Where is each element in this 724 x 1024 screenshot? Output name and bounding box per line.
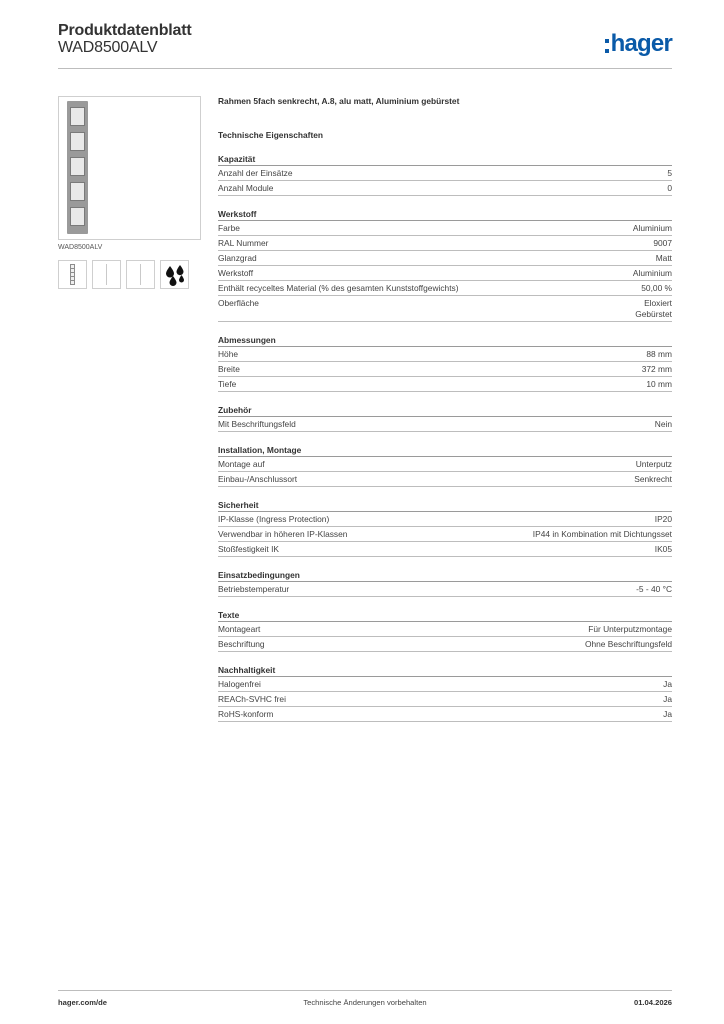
spec-value-text: -5 - 40 °C bbox=[636, 584, 672, 594]
spec-value-text: Für Unterputzmontage bbox=[588, 624, 672, 634]
spec-row bbox=[218, 251, 672, 266]
frame-slot bbox=[70, 107, 85, 126]
spec-value-text: Senkrecht bbox=[634, 474, 672, 484]
footer-divider bbox=[58, 990, 672, 991]
spec-label: Montageart bbox=[218, 624, 261, 634]
spec-value-text: 50,00 % bbox=[641, 283, 672, 293]
spec-section bbox=[218, 499, 672, 557]
spec-value-text: Aluminium bbox=[632, 223, 672, 233]
spec-row bbox=[218, 266, 672, 281]
spec-label: Einbau-/Anschlussort bbox=[218, 474, 298, 484]
spec-label: Halogenfrei bbox=[218, 679, 261, 689]
spec-value bbox=[663, 694, 672, 705]
spec-value-text: Ja bbox=[663, 679, 672, 689]
section-title: Nachhaltigkeit bbox=[218, 664, 672, 677]
image-caption: WAD8500ALV bbox=[58, 244, 103, 251]
spec-value bbox=[667, 183, 672, 194]
section-title: Abmessungen bbox=[218, 334, 672, 347]
spec-value-text: 10 mm bbox=[646, 379, 672, 389]
spec-row bbox=[218, 347, 672, 362]
frame-slot bbox=[70, 207, 85, 226]
section-title: Zubehör bbox=[218, 404, 672, 417]
frame-5-vertical-icon bbox=[70, 264, 75, 285]
header-divider bbox=[58, 68, 672, 69]
logo-mark-icon bbox=[605, 39, 609, 53]
thumbnail-strip bbox=[58, 260, 203, 289]
spec-section bbox=[218, 334, 672, 392]
spec-row bbox=[218, 377, 672, 392]
spec-value bbox=[642, 364, 672, 375]
spec-value bbox=[655, 419, 672, 430]
spec-value bbox=[653, 238, 672, 249]
spec-label: Glanzgrad bbox=[218, 253, 257, 263]
page-header bbox=[58, 22, 672, 70]
spec-row bbox=[218, 166, 672, 181]
spec-value-text: Ja bbox=[663, 709, 672, 719]
spec-value bbox=[663, 709, 672, 720]
footer-website-link[interactable]: hager.com/de bbox=[58, 998, 107, 1007]
spec-label: IP-Klasse (Ingress Protection) bbox=[218, 514, 330, 524]
spec-value-text: Unterputz bbox=[635, 459, 672, 469]
spec-row bbox=[218, 637, 672, 652]
spec-label: Anzahl Module bbox=[218, 183, 274, 193]
spec-value-text: 88 mm bbox=[646, 349, 672, 359]
section-title: Einsatzbedingungen bbox=[218, 569, 672, 582]
spec-label: Höhe bbox=[218, 349, 239, 359]
spec-value bbox=[636, 584, 672, 595]
spec-label: RAL Nummer bbox=[218, 238, 269, 248]
frame-slot bbox=[70, 182, 85, 201]
spec-row bbox=[218, 582, 672, 597]
section-title: Kapazität bbox=[218, 153, 672, 166]
product-number: WAD8500ALV bbox=[58, 39, 158, 56]
spec-label: Farbe bbox=[218, 223, 240, 233]
spec-value-text: IK05 bbox=[654, 544, 672, 554]
spec-section bbox=[218, 208, 672, 322]
spec-label: Oberfläche bbox=[218, 298, 259, 308]
spec-value bbox=[656, 253, 672, 264]
section-title: Werkstoff bbox=[218, 208, 672, 221]
spec-value bbox=[633, 268, 672, 279]
thumbnail-side-view-2[interactable] bbox=[126, 260, 155, 289]
document-title: Produktdatenblatt bbox=[58, 22, 192, 39]
spec-label: Mit Beschriftungsfeld bbox=[218, 419, 296, 429]
spec-value-text: Ohne Beschriftungsfeld bbox=[584, 639, 672, 649]
section-title: Texte bbox=[218, 609, 672, 622]
spec-row bbox=[218, 707, 672, 722]
spec-value-text: 0 bbox=[667, 183, 672, 193]
spec-row bbox=[218, 457, 672, 472]
spec-value bbox=[655, 544, 672, 555]
frame-slot bbox=[70, 132, 85, 151]
spec-value-text: IP20 bbox=[654, 514, 672, 524]
product-image bbox=[58, 96, 201, 240]
hager-logo bbox=[605, 30, 672, 58]
spec-label: Enthält recyceltes Material (% des gesamten Kunststoffgewichts) bbox=[218, 283, 459, 293]
product-media bbox=[58, 96, 203, 289]
spec-row bbox=[218, 181, 672, 196]
footer-date: 01.04.2026 bbox=[633, 998, 672, 1007]
technical-properties-heading: Technische Eigenschaften bbox=[218, 130, 324, 140]
spec-row bbox=[218, 221, 672, 236]
spec-value bbox=[663, 679, 672, 690]
section-title: Installation, Montage bbox=[218, 444, 672, 457]
spec-row bbox=[218, 281, 672, 296]
spec-value bbox=[585, 639, 672, 650]
spec-section bbox=[218, 444, 672, 487]
spec-label: Stoßfestigkeit IK bbox=[218, 544, 279, 554]
spec-label: Anzahl der Einsätze bbox=[218, 168, 293, 178]
spec-label: Werkstoff bbox=[218, 268, 254, 278]
spec-value-text: 372 mm bbox=[641, 364, 672, 374]
spec-section bbox=[218, 153, 672, 196]
spec-value bbox=[636, 459, 672, 470]
side-profile-icon bbox=[106, 264, 107, 285]
thumbnail-frame[interactable] bbox=[58, 260, 87, 289]
spec-value bbox=[588, 624, 672, 635]
spec-row bbox=[218, 236, 672, 251]
thumbnail-ip-rating[interactable] bbox=[160, 260, 189, 289]
spec-value-text: Eloxiert bbox=[644, 298, 672, 308]
frame-illustration bbox=[67, 101, 88, 234]
spec-value-text: IP44 in Kombination mit Dichtungsset bbox=[532, 529, 672, 539]
spec-value bbox=[646, 379, 672, 390]
spec-row bbox=[218, 472, 672, 487]
thumbnail-side-view[interactable] bbox=[92, 260, 121, 289]
spec-value bbox=[641, 283, 672, 294]
spec-value-text-2: Gebürstet bbox=[635, 309, 672, 319]
frame-slot bbox=[70, 157, 85, 176]
spec-section bbox=[218, 609, 672, 652]
spec-row bbox=[218, 692, 672, 707]
spec-row bbox=[218, 677, 672, 692]
spec-value bbox=[533, 529, 672, 540]
spec-value bbox=[635, 298, 672, 320]
spec-value-text: Ja bbox=[663, 694, 672, 704]
spec-section bbox=[218, 404, 672, 432]
footer-disclaimer: Technische Änderungen vorbehalten bbox=[303, 998, 427, 1007]
spec-label: RoHS-konform bbox=[218, 709, 274, 719]
spec-label: REACh-SVHC frei bbox=[218, 694, 286, 704]
spec-row bbox=[218, 542, 672, 557]
spec-value bbox=[667, 168, 672, 179]
spec-label: Betriebstemperatur bbox=[218, 584, 290, 594]
spec-value-text: 9007 bbox=[653, 238, 672, 248]
spec-row bbox=[218, 512, 672, 527]
spec-value bbox=[634, 474, 672, 485]
spec-value bbox=[633, 223, 672, 234]
side-profile-icon bbox=[140, 264, 141, 285]
spec-label: Beschriftung bbox=[218, 639, 265, 649]
spec-label: Breite bbox=[218, 364, 240, 374]
product-name: Rahmen 5fach senkrecht, A.8, alu matt, Aluminium gebürstet bbox=[218, 96, 460, 106]
spec-value-text: Nein bbox=[654, 419, 672, 429]
section-title: Sicherheit bbox=[218, 499, 672, 512]
logo-text: hager bbox=[610, 30, 672, 57]
spec-row bbox=[218, 527, 672, 542]
spec-value-text: Aluminium bbox=[632, 268, 672, 278]
spec-section bbox=[218, 664, 672, 722]
spec-value bbox=[646, 349, 672, 360]
spec-row bbox=[218, 362, 672, 377]
specification-column bbox=[218, 94, 672, 722]
spec-label: Tiefe bbox=[218, 379, 237, 389]
spec-row bbox=[218, 622, 672, 637]
spec-value-text: Matt bbox=[655, 253, 672, 263]
water-drops-icon bbox=[164, 264, 186, 286]
spec-label: Montage auf bbox=[218, 459, 265, 469]
spec-row bbox=[218, 417, 672, 432]
spec-label: Verwendbar in höheren IP-Klassen bbox=[218, 529, 348, 539]
spec-value-text: 5 bbox=[667, 168, 672, 178]
spec-value bbox=[655, 514, 672, 525]
spec-section bbox=[218, 569, 672, 597]
spec-sections bbox=[218, 153, 672, 722]
spec-row bbox=[218, 296, 672, 322]
